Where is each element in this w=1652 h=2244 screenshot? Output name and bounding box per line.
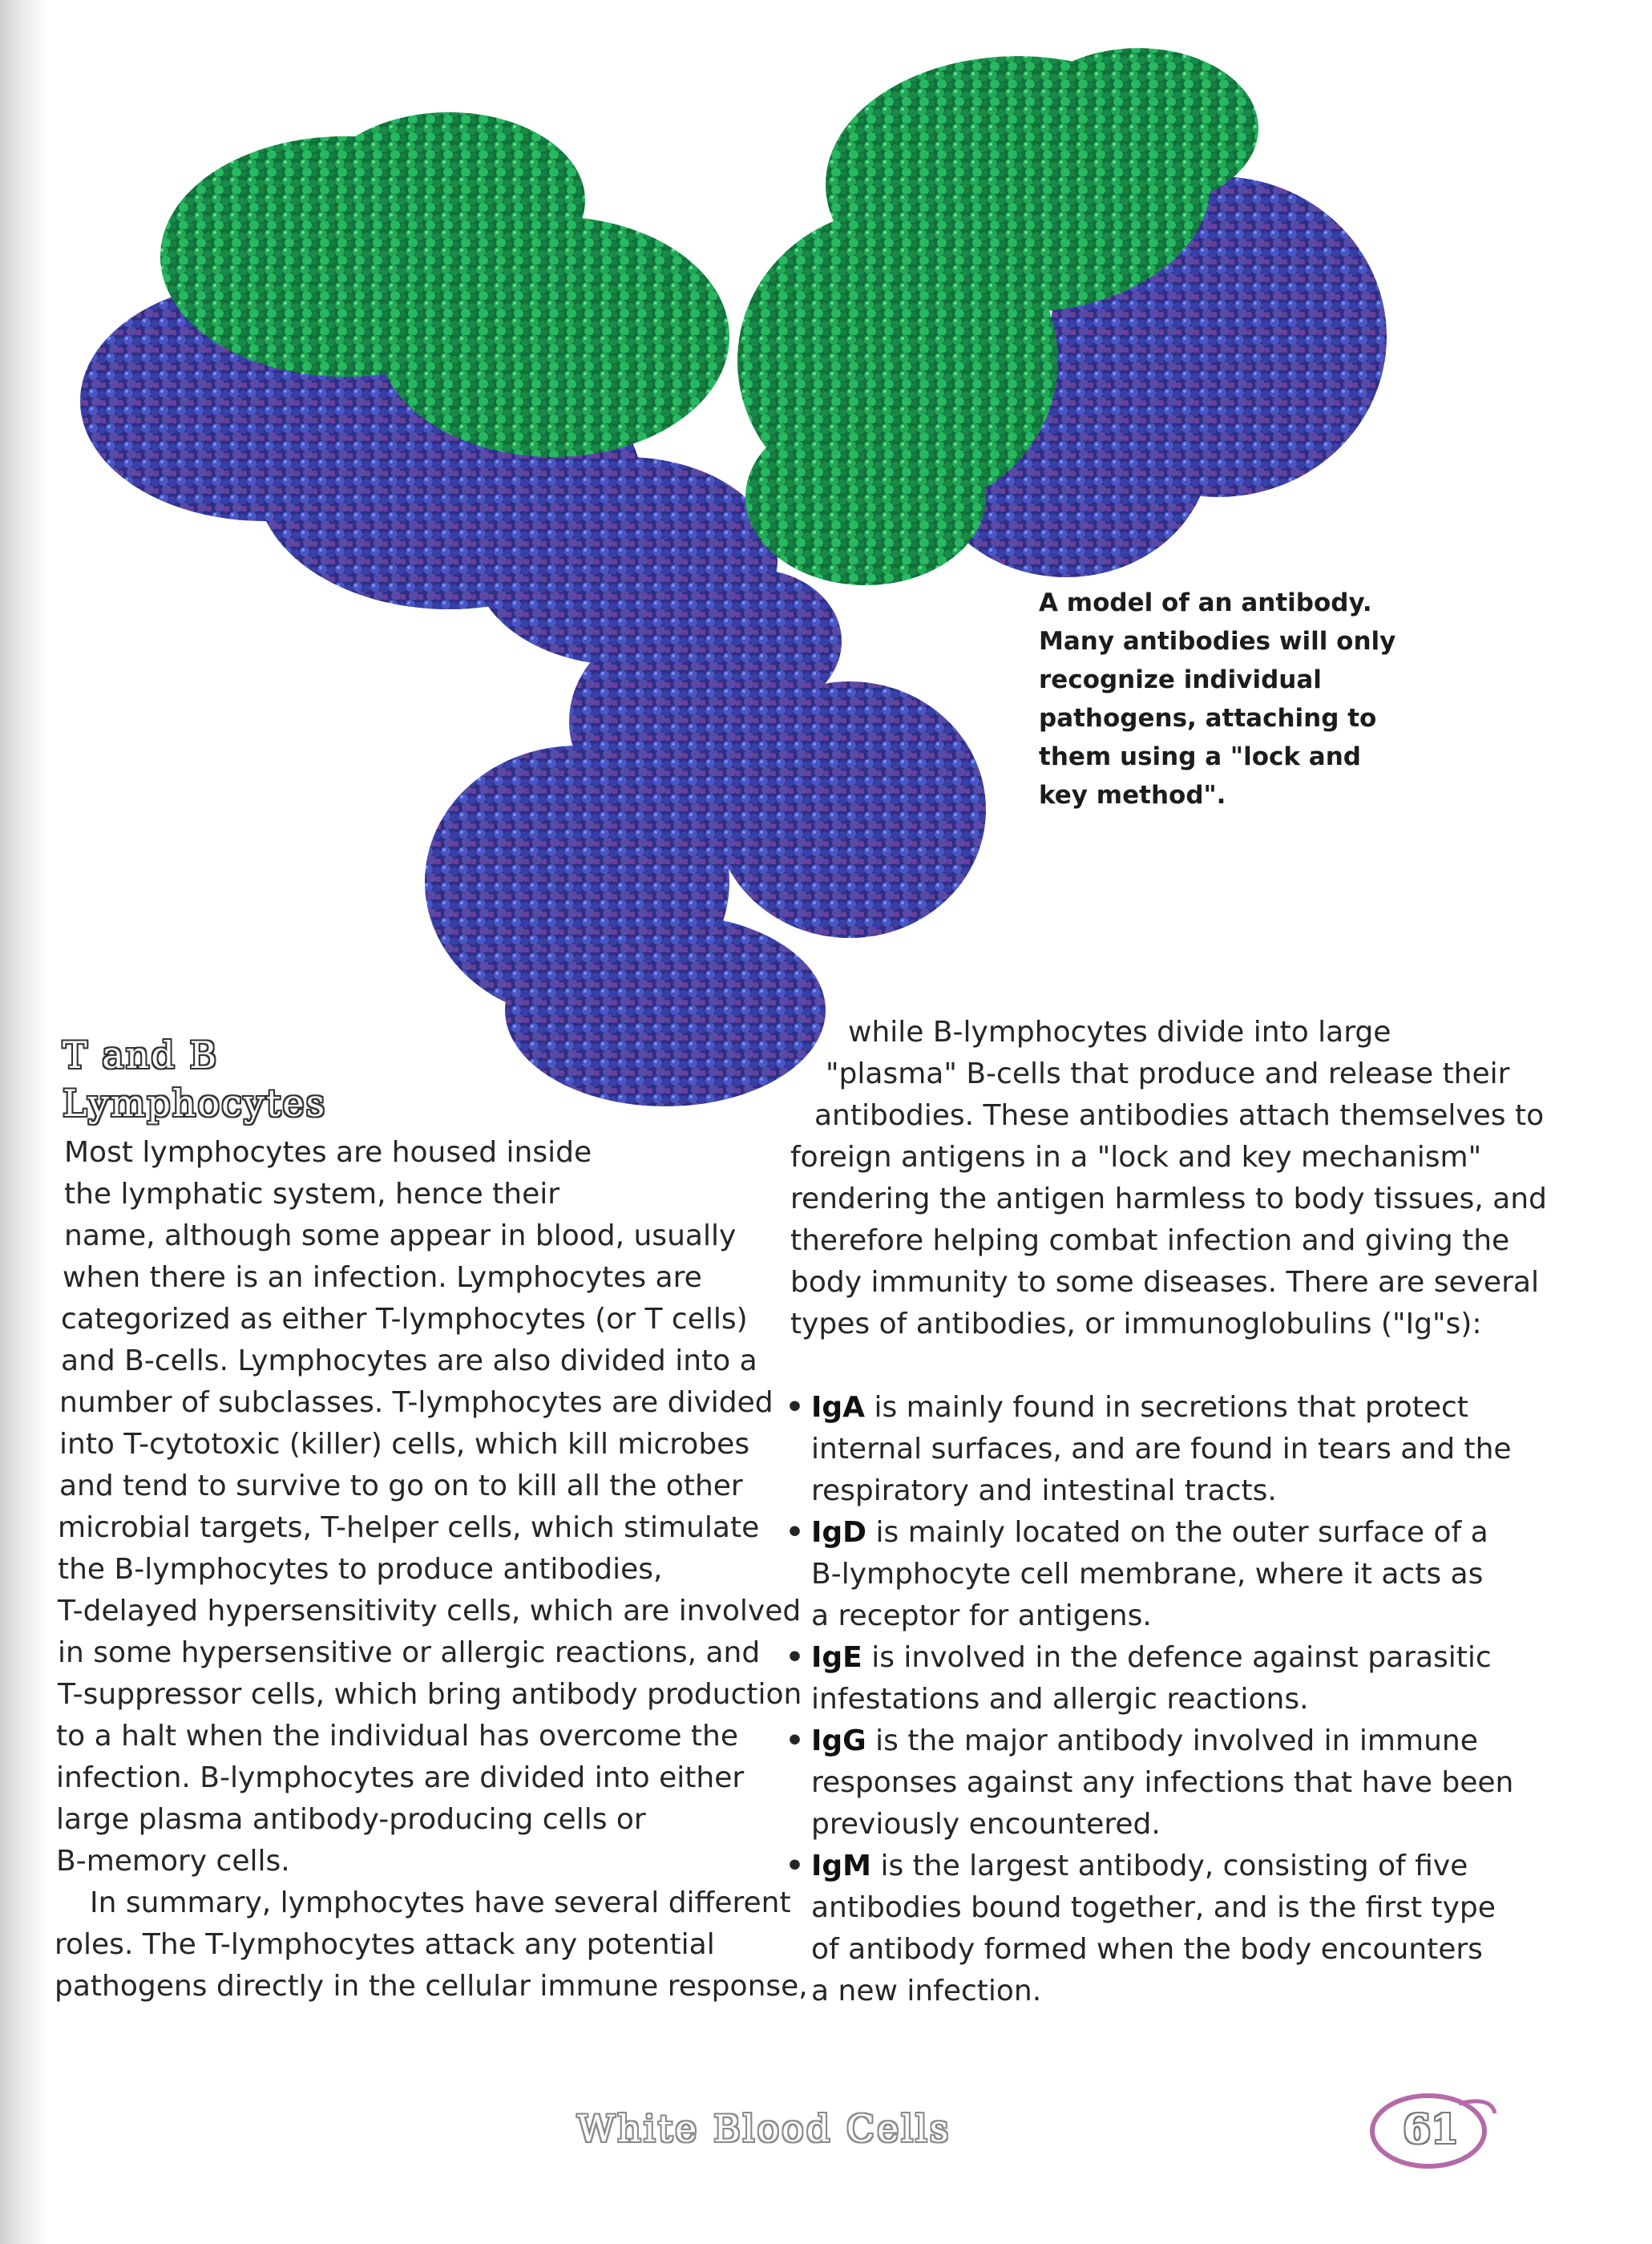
term: IgD: [811, 1516, 867, 1549]
text-line: previously encountered.: [811, 1808, 1161, 1841]
heading-line: Lymphocytes: [63, 1082, 327, 1125]
text-line: Most lymphocytes are housed inside: [64, 1136, 592, 1169]
caption-line: recognize individual: [1039, 665, 1322, 694]
text-line: and B-cells. Lymphocytes are also divided into a: [61, 1344, 757, 1377]
text-line: responses against any infections that have been: [811, 1766, 1514, 1799]
term: IgG: [811, 1724, 866, 1757]
term-desc: is the largest antibody, consisting of five: [880, 1850, 1468, 1882]
caption-line: key method".: [1039, 781, 1226, 810]
term-desc: is mainly found in secretions that protect: [874, 1391, 1468, 1424]
text-line: internal surfaces, and are found in tears and the: [811, 1433, 1512, 1466]
text-line: infection. B-lymphocytes are divided into either: [56, 1761, 745, 1794]
caption-line: them using a "lock and: [1039, 742, 1361, 771]
list-item: [786, 1720, 1587, 1846]
heading-line: T and B: [63, 1033, 219, 1077]
text-line: of antibody formed when the body encounters: [811, 1933, 1483, 1966]
term-desc: is involved in the defence against parasitic: [871, 1641, 1492, 1674]
bullet-icon: •: [786, 1724, 805, 1757]
text-line: pathogens directly in the cellular immune response,: [55, 1970, 808, 2003]
text-line: infestations and allergic reactions.: [811, 1683, 1309, 1716]
text-line: categorized as either T-lymphocytes (or T cells): [61, 1303, 748, 1336]
text-line: roles. The T-lymphocytes attack any potential: [55, 1928, 715, 1961]
text-line: body immunity to some diseases. There are several: [790, 1266, 1539, 1299]
text-line: T-delayed hypersensitivity cells, which are involved: [58, 1595, 802, 1627]
left-fab-arm: [80, 112, 778, 665]
text-line: therefore helping combat infection and giving the: [790, 1224, 1510, 1257]
right-text-column: [0, 1012, 1652, 1345]
text-line: [786, 1846, 1587, 1887]
text-line: types of antibodies, or immunoglobulins ("Ig"s):: [790, 1308, 1482, 1340]
list-item: [786, 1846, 1587, 2012]
text-line: when there is an infection. Lymphocytes are: [63, 1261, 702, 1294]
text-line: the B-lymphocytes to produce antibodies,: [58, 1553, 663, 1586]
bullet-icon: •: [786, 1516, 805, 1549]
text-line: rendering the antigen harmless to body tissues, and: [790, 1183, 1547, 1215]
text-line: name, although some appear in blood, usually: [64, 1219, 737, 1252]
page-number: 61: [1403, 2105, 1459, 2153]
text-line: B-lymphocyte cell membrane, where it acts as: [811, 1558, 1484, 1591]
list-item: [786, 1637, 1587, 1720]
term-desc: is the major antibody involved in immune: [875, 1724, 1478, 1757]
text-line: In summary, lymphocytes have several different: [90, 1886, 791, 1919]
text-line: B-memory cells.: [56, 1845, 290, 1878]
text-line: while B-lymphocytes divide into large: [848, 1016, 1391, 1049]
bullet-icon: •: [786, 1850, 805, 1882]
text-line: "plasma" B-cells that produce and release their: [826, 1057, 1510, 1090]
text-line: into T-cytotoxic (killer) cells, which kill microbes: [59, 1428, 750, 1461]
text-line: [786, 1720, 1587, 1762]
text-line: microbial targets, T-helper cells, which stimulate: [58, 1511, 760, 1544]
text-line: T-suppressor cells, which bring antibody production: [58, 1678, 802, 1711]
immunoglobulin-list: [786, 1387, 1587, 2012]
term: IgE: [811, 1641, 862, 1674]
text-line: large plasma antibody-producing cells or: [56, 1803, 646, 1836]
list-item: [786, 1387, 1587, 1512]
term: IgA: [811, 1391, 866, 1424]
text-line: to a halt when the individual has overcome the: [56, 1720, 738, 1753]
right-fab-arm: [737, 48, 1387, 585]
text-line: a new infection.: [811, 1975, 1042, 2007]
text-line: foreign antigens in a "lock and key mechanism": [790, 1141, 1482, 1174]
caption-line: Many antibodies will only: [1039, 627, 1396, 656]
text-line: [786, 1637, 1587, 1679]
caption-line: pathogens, attaching to: [1039, 704, 1377, 733]
term-desc: is mainly located on the outer surface of a: [875, 1516, 1488, 1549]
text-line: the lymphatic system, hence their: [64, 1178, 560, 1211]
figure-caption: [1039, 584, 1416, 815]
text-line: antibodies. These antibodies attach themselves to: [814, 1099, 1545, 1132]
text-line: antibodies bound together, and is the first type: [811, 1891, 1496, 1924]
bullet-icon: •: [786, 1391, 805, 1424]
caption-line: A model of an antibody.: [1039, 588, 1372, 617]
bullet-icon: •: [786, 1641, 805, 1674]
text-line: respiratory and intestinal tracts.: [811, 1474, 1277, 1507]
page-number-badge: [1363, 2081, 1499, 2177]
chapter-title: White Blood Cells: [577, 2107, 951, 2150]
text-line: in some hypersensitive or allergic reactions, and: [58, 1636, 761, 1669]
text-line: number of subclasses. T-lymphocytes are divided: [59, 1386, 773, 1419]
list-item: [786, 1512, 1587, 1637]
text-line: a receptor for antigens.: [811, 1599, 1152, 1632]
text-line: [786, 1512, 1587, 1554]
text-line: and tend to survive to go on to kill all the other: [59, 1470, 743, 1502]
text-line: [786, 1387, 1587, 1429]
term: IgM: [811, 1850, 871, 1882]
